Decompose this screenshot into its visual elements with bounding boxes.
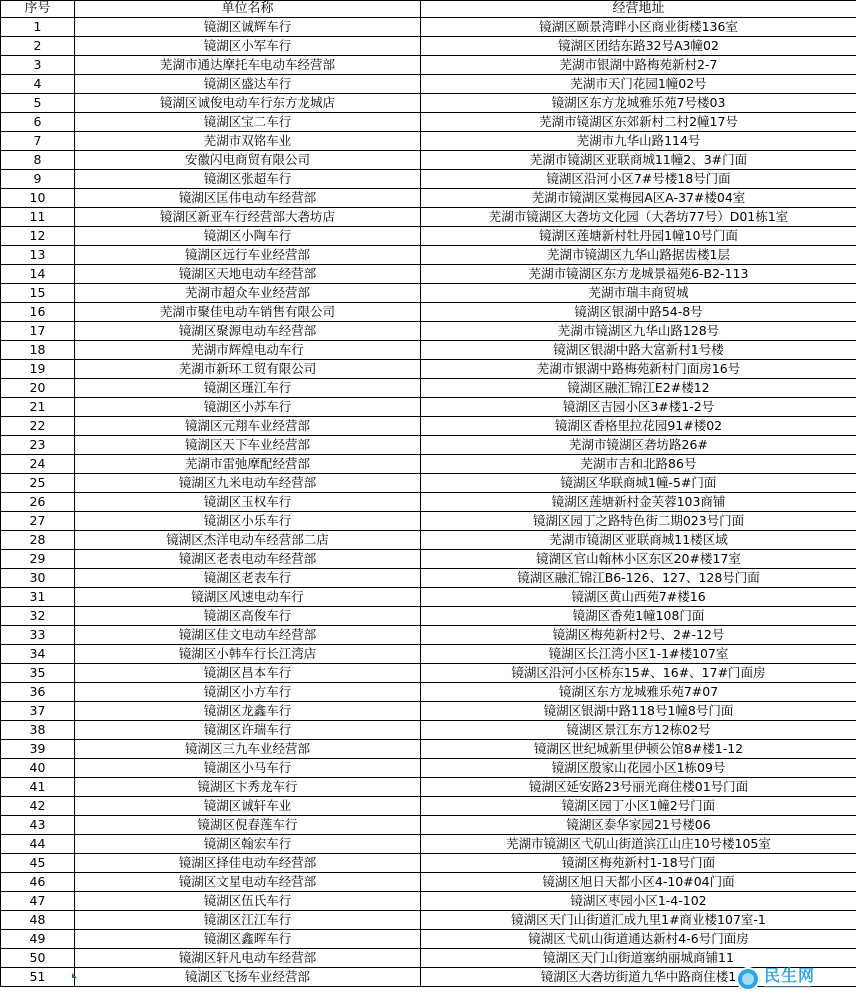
table-row bbox=[1, 379, 856, 398]
row-number-cell[interactable]: 30 bbox=[1, 569, 75, 588]
row-number-cell[interactable]: 24 bbox=[1, 455, 75, 474]
row-number-cell[interactable]: 34 bbox=[1, 645, 75, 664]
address-cell[interactable]: 镜湖区莲塘新村金芙蓉103商铺 bbox=[421, 493, 856, 512]
business-name-cell[interactable]: 镜湖区许瑞车行 bbox=[75, 721, 421, 740]
business-name-cell[interactable]: 镜湖区飞扬车业经营部 bbox=[75, 968, 421, 987]
table-row bbox=[1, 778, 856, 797]
row-number-cell[interactable]: 26 bbox=[1, 493, 75, 512]
table-row bbox=[1, 607, 856, 626]
row-number-cell[interactable]: 31 bbox=[1, 588, 75, 607]
table-row bbox=[1, 360, 856, 379]
table-row bbox=[1, 721, 856, 740]
business-name-cell[interactable]: 镜湖区小陶车行 bbox=[75, 227, 421, 246]
address-cell[interactable]: 镜湖区园丁小区1幢2号门面 bbox=[421, 797, 856, 816]
address-cell[interactable]: 镜湖区景江东方12栋02号 bbox=[421, 721, 856, 740]
business-name-cell[interactable]: 芜湖市新环工贸有限公司 bbox=[75, 360, 421, 379]
business-name-cell[interactable]: 镜湖区翰宏车行 bbox=[75, 835, 421, 854]
address-cell[interactable]: 镜湖区弋矶山街道通达新村4-6号门面房 bbox=[421, 930, 856, 949]
table-row bbox=[1, 113, 856, 132]
table-row bbox=[1, 797, 856, 816]
table-row bbox=[1, 322, 856, 341]
address-cell[interactable]: 镜湖区银湖中路118号1幢8号门面 bbox=[421, 702, 856, 721]
table-row bbox=[1, 303, 856, 322]
row-number-cell[interactable]: 49 bbox=[1, 930, 75, 949]
row-number-cell[interactable]: 17 bbox=[1, 322, 75, 341]
row-number-cell[interactable]: 32 bbox=[1, 607, 75, 626]
business-name-cell[interactable]: 镜湖区玉权车行 bbox=[75, 493, 421, 512]
table-row bbox=[1, 75, 856, 94]
address-cell[interactable]: 镜湖区梅苑新村2号、2#-12号 bbox=[421, 626, 856, 645]
table-row bbox=[1, 455, 856, 474]
business-name-cell[interactable]: 镜湖区宝二车行 bbox=[75, 113, 421, 132]
table-row bbox=[1, 911, 856, 930]
table-header-row bbox=[1, 1, 856, 18]
business-name-cell[interactable]: 镜湖区小军车行 bbox=[75, 37, 421, 56]
table-row bbox=[1, 18, 856, 37]
business-name-cell[interactable]: 镜湖区文星电动车经营部 bbox=[75, 873, 421, 892]
address-cell[interactable]: 镜湖区黄山西苑7#楼16 bbox=[421, 588, 856, 607]
address-cell[interactable]: 镜湖区银湖中路54-8号 bbox=[421, 303, 856, 322]
business-name-cell[interactable]: 镜湖区杰洋电动车经营部二店 bbox=[75, 531, 421, 550]
address-cell[interactable]: 镜湖区融汇锦江E2#楼12 bbox=[421, 379, 856, 398]
row-number-cell[interactable]: 33 bbox=[1, 626, 75, 645]
row-number-cell[interactable]: 14 bbox=[1, 265, 75, 284]
business-name-cell[interactable]: 芜湖市通达摩托车电动车经营部 bbox=[75, 56, 421, 75]
address-cell[interactable]: 镜湖区莲塘新村牡丹园1幢10号门面 bbox=[421, 227, 856, 246]
row-number-cell[interactable]: 6 bbox=[1, 113, 75, 132]
row-number-cell[interactable]: 11 bbox=[1, 208, 75, 227]
table-row bbox=[1, 835, 856, 854]
address-cell[interactable]: 镜湖区东方龙城雅乐苑7#07 bbox=[421, 683, 856, 702]
row-number-cell[interactable]: 50 bbox=[1, 949, 75, 968]
address-cell[interactable]: 镜湖区园丁之路特色街二期023号门面 bbox=[421, 512, 856, 531]
table-row bbox=[1, 531, 856, 550]
address-cell[interactable]: 镜湖区沿河小区桥东15#、16#、17#门面房 bbox=[421, 664, 856, 683]
address-cell[interactable]: 芜湖市镜湖区九华山路128号 bbox=[421, 322, 856, 341]
row-number-cell[interactable]: 16 bbox=[1, 303, 75, 322]
row-number-cell[interactable]: 48 bbox=[1, 911, 75, 930]
table-row bbox=[1, 968, 856, 987]
table-row bbox=[1, 626, 856, 645]
business-name-cell[interactable]: 镜湖区九米电动车经营部 bbox=[75, 474, 421, 493]
business-name-cell[interactable]: 镜湖区张超车行 bbox=[75, 170, 421, 189]
business-name-cell[interactable]: 镜湖区昌本车行 bbox=[75, 664, 421, 683]
business-name-cell[interactable]: 镜湖区诚辉车行 bbox=[75, 18, 421, 37]
row-number-cell[interactable]: 3 bbox=[1, 56, 75, 75]
business-name-cell[interactable]: 镜湖区元翔车业经营部 bbox=[75, 417, 421, 436]
row-number-cell[interactable]: 42 bbox=[1, 797, 75, 816]
row-number-cell[interactable]: 38 bbox=[1, 721, 75, 740]
row-number-cell[interactable]: 8 bbox=[1, 151, 75, 170]
table-row bbox=[1, 512, 856, 531]
row-number-cell[interactable]: 20 bbox=[1, 379, 75, 398]
business-name-cell[interactable]: 镜湖区小苏车行 bbox=[75, 398, 421, 417]
table-row bbox=[1, 170, 856, 189]
address-cell[interactable]: 镜湖区延安路23号丽光商住楼01号门面 bbox=[421, 778, 856, 797]
address-cell[interactable]: 芜湖市吉和北路86号 bbox=[421, 455, 856, 474]
address-cell[interactable]: 镜湖区团结东路32号A3幢02 bbox=[421, 37, 856, 56]
address-cell[interactable]: 镜湖区东方龙城雅乐苑7号楼03 bbox=[421, 94, 856, 113]
table-row bbox=[1, 246, 856, 265]
address-cell[interactable]: 镜湖区吉园小区3#楼1-2号 bbox=[421, 398, 856, 417]
table-row bbox=[1, 740, 856, 759]
address-cell[interactable]: 芜湖市镜湖区大砻坊文化园（大砻坊77号）D01栋1室 bbox=[421, 208, 856, 227]
address-cell[interactable]: 镜湖区世纪城新里伊顿公馆8#楼1-12 bbox=[421, 740, 856, 759]
row-number-cell[interactable]: 28 bbox=[1, 531, 75, 550]
business-name-cell[interactable]: 镜湖区卞秀龙车行 bbox=[75, 778, 421, 797]
address-cell[interactable]: 芜湖市镜湖区亚联商城11楼区域 bbox=[421, 531, 856, 550]
table-body bbox=[1, 18, 856, 987]
business-name-cell[interactable]: 镜湖区鑫晖车行 bbox=[75, 930, 421, 949]
table-row bbox=[1, 892, 856, 911]
business-name-cell[interactable]: 镜湖区诚俊电动车行东方龙城店 bbox=[75, 94, 421, 113]
address-cell[interactable]: 镜湖区沿河小区7#号楼18号门面 bbox=[421, 170, 856, 189]
table-row bbox=[1, 341, 856, 360]
business-name-cell[interactable]: 镜湖区佳文电动车经营部 bbox=[75, 626, 421, 645]
address-cell[interactable]: 芜湖市镜湖区九华山路据齿楼1层 bbox=[421, 246, 856, 265]
table-row bbox=[1, 930, 856, 949]
address-cell[interactable]: 镜湖区大砻坊街道九华中路商住楼1 bbox=[421, 968, 856, 987]
address-cell[interactable]: 芜湖市镜湖区亚联商城11幢2、3#门面 bbox=[421, 151, 856, 170]
address-cell[interactable]: 芜湖市镜湖区弋矶山街道滨江山庄10号楼105室 bbox=[421, 835, 856, 854]
table-row bbox=[1, 816, 856, 835]
address-cell[interactable]: 镜湖区殷家山花园小区1栋09号 bbox=[421, 759, 856, 778]
address-cell[interactable]: 镜湖区银湖中路大富新村1号楼 bbox=[421, 341, 856, 360]
address-cell[interactable]: 芜湖市瑞丰商贸城 bbox=[421, 284, 856, 303]
business-name-cell[interactable]: 芜湖市雷弛摩配经营部 bbox=[75, 455, 421, 474]
table-row bbox=[1, 588, 856, 607]
business-name-cell[interactable]: 镜湖区高俊车行 bbox=[75, 607, 421, 626]
address-cell[interactable]: 镜湖区颐景湾畔小区商业街楼136室 bbox=[421, 18, 856, 37]
table-row bbox=[1, 493, 856, 512]
business-name-cell[interactable]: 镜湖区老表车行 bbox=[75, 569, 421, 588]
row-number-cell[interactable]: 23 bbox=[1, 436, 75, 455]
row-number-cell[interactable]: 40 bbox=[1, 759, 75, 778]
business-name-cell[interactable]: 镜湖区龙鑫车行 bbox=[75, 702, 421, 721]
business-name-cell[interactable]: 安徽闪电商贸有限公司 bbox=[75, 151, 421, 170]
watermark-text: 民生网 bbox=[764, 965, 816, 985]
row-number-cell[interactable]: 35 bbox=[1, 664, 75, 683]
header-address[interactable]: 经营地址 bbox=[421, 1, 856, 18]
row-number-cell[interactable]: 37 bbox=[1, 702, 75, 721]
address-cell[interactable]: 镜湖区官山翰林小区东区20#楼17室 bbox=[421, 550, 856, 569]
row-number-cell[interactable]: 2 bbox=[1, 37, 75, 56]
address-cell[interactable]: 镜湖区天门山街道塞纳丽城商铺11 bbox=[421, 949, 856, 968]
row-number-cell[interactable]: 39 bbox=[1, 740, 75, 759]
address-cell[interactable]: 镜湖区香苑1幢108门面 bbox=[421, 607, 856, 626]
table-row bbox=[1, 94, 856, 113]
row-number-cell[interactable]: 45 bbox=[1, 854, 75, 873]
business-name-cell[interactable]: 芜湖市辉煌电动车行 bbox=[75, 341, 421, 360]
address-cell[interactable]: 镜湖区天门山街道汇成九里1#商业楼107室-1 bbox=[421, 911, 856, 930]
cell-comment-indicator bbox=[72, 973, 77, 978]
business-name-cell[interactable]: 镜湖区三九车业经营部 bbox=[75, 740, 421, 759]
row-number-cell[interactable]: 18 bbox=[1, 341, 75, 360]
business-name-cell[interactable]: 镜湖区风速电动车行 bbox=[75, 588, 421, 607]
table-row bbox=[1, 645, 856, 664]
address-cell[interactable]: 芜湖市镜湖区棠梅园A区A-37#楼04室 bbox=[421, 189, 856, 208]
address-cell[interactable]: 芜湖市天门花园1幢02号 bbox=[421, 75, 856, 94]
business-name-cell[interactable]: 镜湖区远行车业经营部 bbox=[75, 246, 421, 265]
row-number-cell[interactable]: 12 bbox=[1, 227, 75, 246]
table-row bbox=[1, 759, 856, 778]
business-name-cell[interactable]: 镜湖区择佳电动车经营部 bbox=[75, 854, 421, 873]
table-row bbox=[1, 398, 856, 417]
address-cell[interactable]: 镜湖区枣园小区1-4-102 bbox=[421, 892, 856, 911]
header-no[interactable]: 序号 bbox=[1, 1, 75, 18]
row-number-cell[interactable]: 1 bbox=[1, 18, 75, 37]
address-cell[interactable]: 镜湖区泰华家园21号楼06 bbox=[421, 816, 856, 835]
table-row bbox=[1, 949, 856, 968]
row-number-cell[interactable]: 27 bbox=[1, 512, 75, 531]
address-cell[interactable]: 芜湖市银湖中路梅苑新村门面房16号 bbox=[421, 360, 856, 379]
table-row bbox=[1, 664, 856, 683]
business-name-cell[interactable]: 镜湖区江江车行 bbox=[75, 911, 421, 930]
address-cell[interactable]: 镜湖区旭日天都小区4-10#04门面 bbox=[421, 873, 856, 892]
row-number-cell[interactable]: 43 bbox=[1, 816, 75, 835]
row-number-cell[interactable]: 19 bbox=[1, 360, 75, 379]
row-number-cell[interactable]: 9 bbox=[1, 170, 75, 189]
row-number-cell[interactable]: 5 bbox=[1, 94, 75, 113]
business-name-cell[interactable]: 镜湖区聚源电动车经营部 bbox=[75, 322, 421, 341]
row-number-cell[interactable]: 15 bbox=[1, 284, 75, 303]
business-name-cell[interactable]: 镜湖区小韩车行长江湾店 bbox=[75, 645, 421, 664]
row-number-cell[interactable]: 4 bbox=[1, 75, 75, 94]
table-row bbox=[1, 284, 856, 303]
address-cell[interactable]: 镜湖区长江湾小区1-1#楼107室 bbox=[421, 645, 856, 664]
address-cell[interactable]: 芜湖市镜湖区东郊新村二村2幢17号 bbox=[421, 113, 856, 132]
row-number-cell[interactable]: 13 bbox=[1, 246, 75, 265]
business-name-cell[interactable]: 镜湖区天地电动车经营部 bbox=[75, 265, 421, 284]
business-name-cell[interactable]: 镜湖区倪春莲车行 bbox=[75, 816, 421, 835]
row-number-cell[interactable]: 46 bbox=[1, 873, 75, 892]
table-row bbox=[1, 132, 856, 151]
address-cell[interactable]: 镜湖区香格里拉花园91#楼02 bbox=[421, 417, 856, 436]
address-cell[interactable]: 芜湖市镜湖区砻坊路26# bbox=[421, 436, 856, 455]
row-number-cell[interactable]: 22 bbox=[1, 417, 75, 436]
address-cell[interactable]: 芜湖市镜湖区东方龙城景福苑6-B2-113 bbox=[421, 265, 856, 284]
business-name-cell[interactable]: 镜湖区盛达车行 bbox=[75, 75, 421, 94]
address-cell[interactable]: 芜湖市银湖中路梅苑新村2-7 bbox=[421, 56, 856, 75]
business-name-cell[interactable]: 镜湖区天下车业经营部 bbox=[75, 436, 421, 455]
business-name-cell[interactable]: 镜湖区瑾江车行 bbox=[75, 379, 421, 398]
business-name-cell[interactable]: 镜湖区轩凡电动车经营部 bbox=[75, 949, 421, 968]
address-cell[interactable]: 镜湖区梅苑新村1-18号门面 bbox=[421, 854, 856, 873]
row-number-cell[interactable]: 25 bbox=[1, 474, 75, 493]
table-row bbox=[1, 683, 856, 702]
table-row bbox=[1, 474, 856, 493]
row-number-cell[interactable]: 51 bbox=[1, 968, 75, 987]
table-row bbox=[1, 702, 856, 721]
table-row bbox=[1, 436, 856, 455]
header-name[interactable]: 单位名称 bbox=[75, 1, 421, 18]
table-row bbox=[1, 56, 856, 75]
business-name-cell[interactable]: 芜湖市超众车业经营部 bbox=[75, 284, 421, 303]
row-number-cell[interactable]: 10 bbox=[1, 189, 75, 208]
business-name-cell[interactable]: 镜湖区伍氏车行 bbox=[75, 892, 421, 911]
business-name-cell[interactable]: 镜湖区老表电动车经营部 bbox=[75, 550, 421, 569]
table-row bbox=[1, 37, 856, 56]
row-number-cell[interactable]: 44 bbox=[1, 835, 75, 854]
table-row bbox=[1, 208, 856, 227]
address-cell[interactable]: 镜湖区华联商城1幢-5#门面 bbox=[421, 474, 856, 493]
table-row bbox=[1, 854, 856, 873]
table-row bbox=[1, 265, 856, 284]
row-number-cell[interactable]: 7 bbox=[1, 132, 75, 151]
address-cell[interactable]: 芜湖市九华山路114号 bbox=[421, 132, 856, 151]
table-row bbox=[1, 873, 856, 892]
row-number-cell[interactable]: 41 bbox=[1, 778, 75, 797]
row-number-cell[interactable]: 36 bbox=[1, 683, 75, 702]
business-name-cell[interactable]: 镜湖区小马车行 bbox=[75, 759, 421, 778]
row-number-cell[interactable]: 21 bbox=[1, 398, 75, 417]
row-number-cell[interactable]: 29 bbox=[1, 550, 75, 569]
business-name-cell[interactable]: 镜湖区匡伟电动车经营部 bbox=[75, 189, 421, 208]
table-row bbox=[1, 189, 856, 208]
table-row bbox=[1, 151, 856, 170]
business-name-cell[interactable]: 镜湖区新亚车行经营部大砻坊店 bbox=[75, 208, 421, 227]
watermark-slogan-graphic: ━━━━━━━━━━━━━ bbox=[764, 983, 811, 991]
table-row bbox=[1, 569, 856, 588]
business-name-cell[interactable]: 镜湖区小方车行 bbox=[75, 683, 421, 702]
business-name-cell[interactable]: 芜湖市双铭车业 bbox=[75, 132, 421, 151]
row-number-cell[interactable]: 47 bbox=[1, 892, 75, 911]
table-row bbox=[1, 417, 856, 436]
business-name-cell[interactable]: 镜湖区小乐车行 bbox=[75, 512, 421, 531]
table-row bbox=[1, 227, 856, 246]
business-name-cell[interactable]: 芜湖市聚佳电动车销售有限公司 bbox=[75, 303, 421, 322]
table-row bbox=[1, 550, 856, 569]
address-cell[interactable]: 镜湖区融汇锦江B6-126、127、128号门面 bbox=[421, 569, 856, 588]
business-name-cell[interactable]: 镜湖区诚轩车业 bbox=[75, 797, 421, 816]
